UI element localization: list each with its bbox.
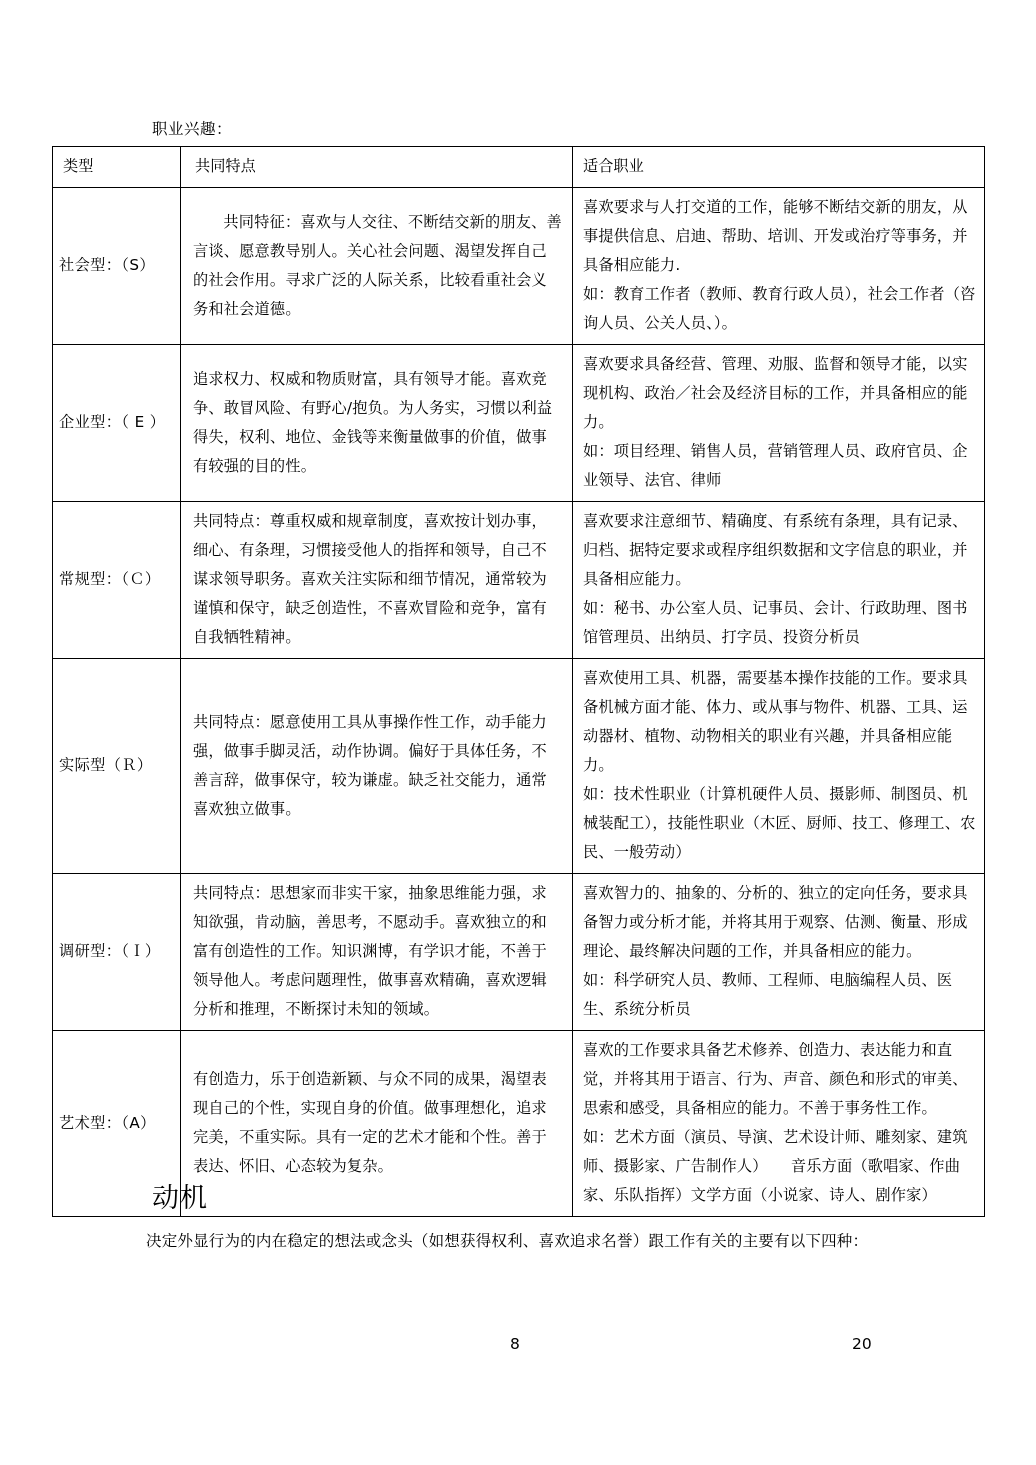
column-header-jobs: 适合职业 bbox=[573, 147, 985, 188]
column-header-type: 类型 bbox=[53, 147, 181, 188]
section-heading: 职业兴趣： bbox=[152, 120, 233, 138]
total-pages: 20 bbox=[852, 1335, 872, 1353]
row-jobs-enterprising bbox=[573, 345, 985, 502]
row-type-enterprising: 企业型：（ E ） bbox=[53, 345, 181, 502]
jobs-text: 喜欢要求具备经营、管理、劝服、监督和领导才能，以实现机构、政治／社会及经济目标的工作，并具备相应的能力。 bbox=[583, 355, 968, 431]
features-text: 共同特征：喜欢与人交往、不断结交新的朋友、善言谈、愿意教导别人。关心社会问题、渴望发挥自己的社会作用。寻求广泛的人际关系，比较看重社会义务和社会道德。 bbox=[193, 212, 562, 318]
row-type-conventional: 常规型：（Ｃ） bbox=[53, 502, 181, 659]
table-row bbox=[53, 659, 985, 874]
page-number: 8 bbox=[510, 1335, 520, 1353]
row-features-investigative bbox=[181, 874, 573, 1031]
row-features-enterprising bbox=[181, 345, 573, 502]
row-type-investigative: 调研型：（Ｉ） bbox=[53, 874, 181, 1031]
jobs-examples: 如：秘书、办公室人员、记事员、会计、行政助理、图书馆管理员、出纳员、打字员、投资分析员 bbox=[583, 599, 968, 646]
row-type-social: 社会型：（S） bbox=[53, 188, 181, 345]
jobs-text: 喜欢智力的、抽象的、分析的、独立的定向任务，要求具备智力或分析才能，并将其用于观察、估测、衡量、形成理论、最终解决问题的工作，并具备相应的能力。 bbox=[583, 884, 968, 960]
jobs-examples: 如：项目经理、销售人员，营销管理人员、政府官员、企业领导、法官、律师 bbox=[583, 442, 968, 489]
jobs-text: 喜欢使用工具、机器，需要基本操作技能的工作。要求具备机械方面才能、体力、或从事与物件、机器、工具、运动器材、植物、动物相关的职业有兴趣，并具备相应能力。 bbox=[583, 669, 968, 774]
jobs-examples: 如：教育工作者（教师、教育行政人员），社会工作者（咨询人员、公关人员、）。 bbox=[583, 285, 976, 332]
features-text: 有创造力，乐于创造新颖、与众不同的成果，渴望表现自己的个性，实现自身的价值。做事理想化，追求完美，不重实际。具有一定的艺术才能和个性。善于表达、怀旧、心态较为复杂。 bbox=[193, 1070, 547, 1175]
row-jobs-social bbox=[573, 188, 985, 345]
row-features-social bbox=[181, 188, 573, 345]
jobs-text: 喜欢要求与人打交道的工作，能够不断结交新的朋友，从事提供信息、启迪、帮助、培训、开发或治疗等事务，并具备相应能力. bbox=[583, 198, 968, 274]
table-row bbox=[53, 502, 985, 659]
table-row bbox=[53, 188, 985, 345]
row-type-artistic: 艺术型：（A） bbox=[53, 1031, 181, 1217]
features-text: 追求权力、权威和物质财富，具有领导才能。喜欢竞争、敢冒风险、有野心/抱负。为人务实，习惯以利益得失，权利、地位、金钱等来衡量做事的价值，做事有较强的目的性。 bbox=[193, 369, 553, 475]
career-interest-table bbox=[52, 146, 985, 1217]
jobs-text: 喜欢的工作要求具备艺术修养、创造力、表达能力和直觉，并将其用于语言、行为、声音、颜色和形式的审美、思索和感受，具备相应的能力。不善于事务性工作。 bbox=[583, 1041, 968, 1117]
table-row bbox=[53, 874, 985, 1031]
motivation-heading: 动机 bbox=[152, 1183, 208, 1214]
table-header-row bbox=[53, 147, 985, 188]
motivation-paragraph: 决定外显行为的内在稳定的想法或念头（如想获得权利、喜欢追求名誉）跟工作有关的主要有以下四种： bbox=[146, 1232, 869, 1250]
jobs-text: 喜欢要求注意细节、精确度、有系统有条理，具有记录、归档、据特定要求或程序组织数据和文字信息的职业，并具备相应能力。 bbox=[583, 512, 968, 588]
row-type-realistic: 实际型（Ｒ） bbox=[53, 659, 181, 874]
row-jobs-artistic bbox=[573, 1031, 985, 1217]
row-jobs-conventional bbox=[573, 502, 985, 659]
column-header-features: 共同特点 bbox=[181, 147, 573, 188]
jobs-examples: 如：科学研究人员、教师、工程师、电脑编程人员、医生、系统分析员 bbox=[583, 971, 953, 1018]
jobs-examples: 如：技术性职业（计算机硬件人员、摄影师、制图员、机械装配工），技能性职业（木匠、厨师、技工、修理工、农民、一般劳动） bbox=[583, 785, 976, 861]
row-jobs-investigative bbox=[573, 874, 985, 1031]
row-features-realistic bbox=[181, 659, 573, 874]
row-jobs-realistic bbox=[573, 659, 985, 874]
row-features-conventional bbox=[181, 502, 573, 659]
table-row bbox=[53, 345, 985, 502]
features-text: 共同特点：思想家而非实干家，抽象思维能力强，求知欲强，肯动脑，善思考，不愿动手。喜欢独立的和富有创造性的工作。知识渊博，有学识才能，不善于领导他人。考虑问题理性，做事喜欢精确，喜欢逻辑分析和推理，不断探讨未知的领域。 bbox=[193, 884, 547, 1018]
features-text: 共同特点：尊重权威和规章制度，喜欢按计划办事，细心、有条理，习惯接受他人的指挥和领导，自己不谋求领导职务。喜欢关注实际和细节情况，通常较为谨慎和保守，缺乏创造性，不喜欢冒险和竞争，富有自我牺牲精神。 bbox=[193, 512, 547, 646]
jobs-examples: 如：艺术方面（演员、导演、艺术设计师、雕刻家、建筑师、摄影家、广告制作人） 音乐方面（歌唱家、作曲家、乐队指挥）文学方面（小说家、诗人、剧作家） bbox=[583, 1128, 968, 1204]
features-text: 共同特点：愿意使用工具从事操作性工作，动手能力强，做事手脚灵活，动作协调。偏好于具体任务，不善言辞，做事保守，较为谦虚。缺乏社交能力，通常喜欢独立做事。 bbox=[193, 712, 547, 818]
row-features-artistic bbox=[181, 1031, 573, 1217]
